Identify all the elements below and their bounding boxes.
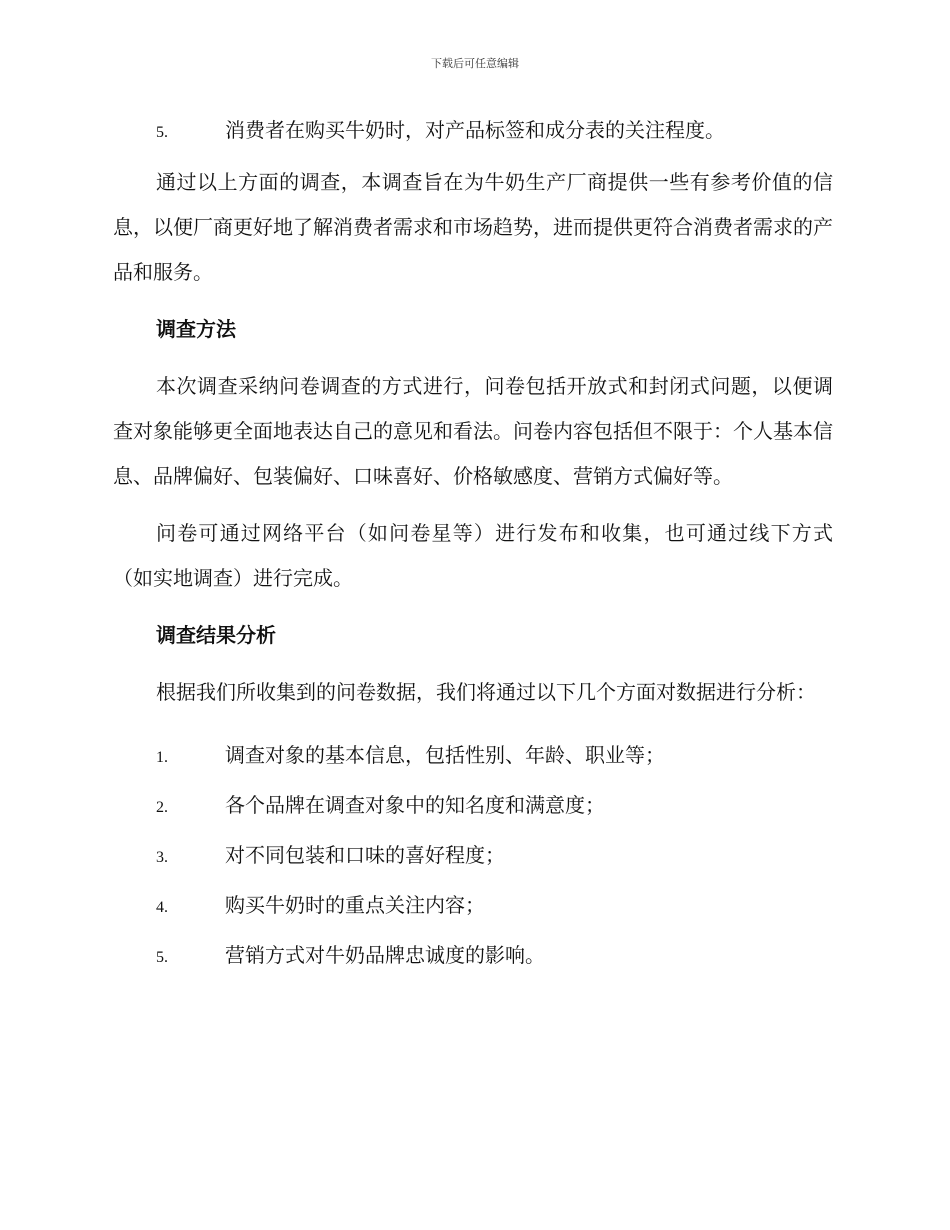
list-number: 1. [156,749,168,766]
method-paragraph-2: 问卷可通过网络平台（如问卷星等）进行发布和收集，也可通过线下方式（如实地调查）进行完成。 [113,521,833,590]
analysis-heading: 调查结果分析 [156,623,276,647]
list-number: 4. [156,899,168,916]
list-text: 购买牛奶时的重点关注内容； [225,893,485,917]
page-header: 下载后可任意编辑 [431,57,519,70]
list-text: 各个品牌在调查对象中的知名度和满意度； [225,793,605,817]
list-item [113,887,833,923]
analysis-list [113,737,833,973]
document-body [113,112,833,973]
list-item [113,787,833,823]
list-number: 3. [156,849,168,866]
intro-paragraph: 通过以上方面的调查，本调查旨在为牛奶生产厂商提供一些有参考价值的信息，以便厂商更好地了解消费者需求和市场趋势，进而提供更符合消费者需求的产品和服务。 [113,170,833,284]
list-text: 调查对象的基本信息，包括性别、年龄、职业等； [225,743,665,767]
list-text: 对不同包装和口味的喜好程度； [225,843,505,867]
list-item [113,837,833,873]
method-heading: 调查方法 [156,317,236,341]
analysis-paragraph: 根据我们所收集到的问卷数据，我们将通过以下几个方面对数据进行分析： [156,680,816,704]
method-paragraph-1: 本次调查采纳问卷调查的方式进行，问卷包括开放式和封闭式问题，以便调查对象能够更全面地表达自己的意见和看法。问卷内容包括但不限于：个人基本信息、品牌偏好、包装偏好、口味喜好、价格敏感度、营销方式偏好等。 [113,374,833,488]
list-number: 2. [156,799,168,816]
list-number: 5. [156,949,168,966]
list-item [113,937,833,973]
list-item [113,737,833,773]
list-item [113,112,833,148]
list-text: 消费者在购买牛奶时，对产品标签和成分表的关注程度。 [225,118,725,142]
list-number: 5. [156,124,168,141]
list-text: 营销方式对牛奶品牌忠诚度的影响。 [225,943,545,967]
